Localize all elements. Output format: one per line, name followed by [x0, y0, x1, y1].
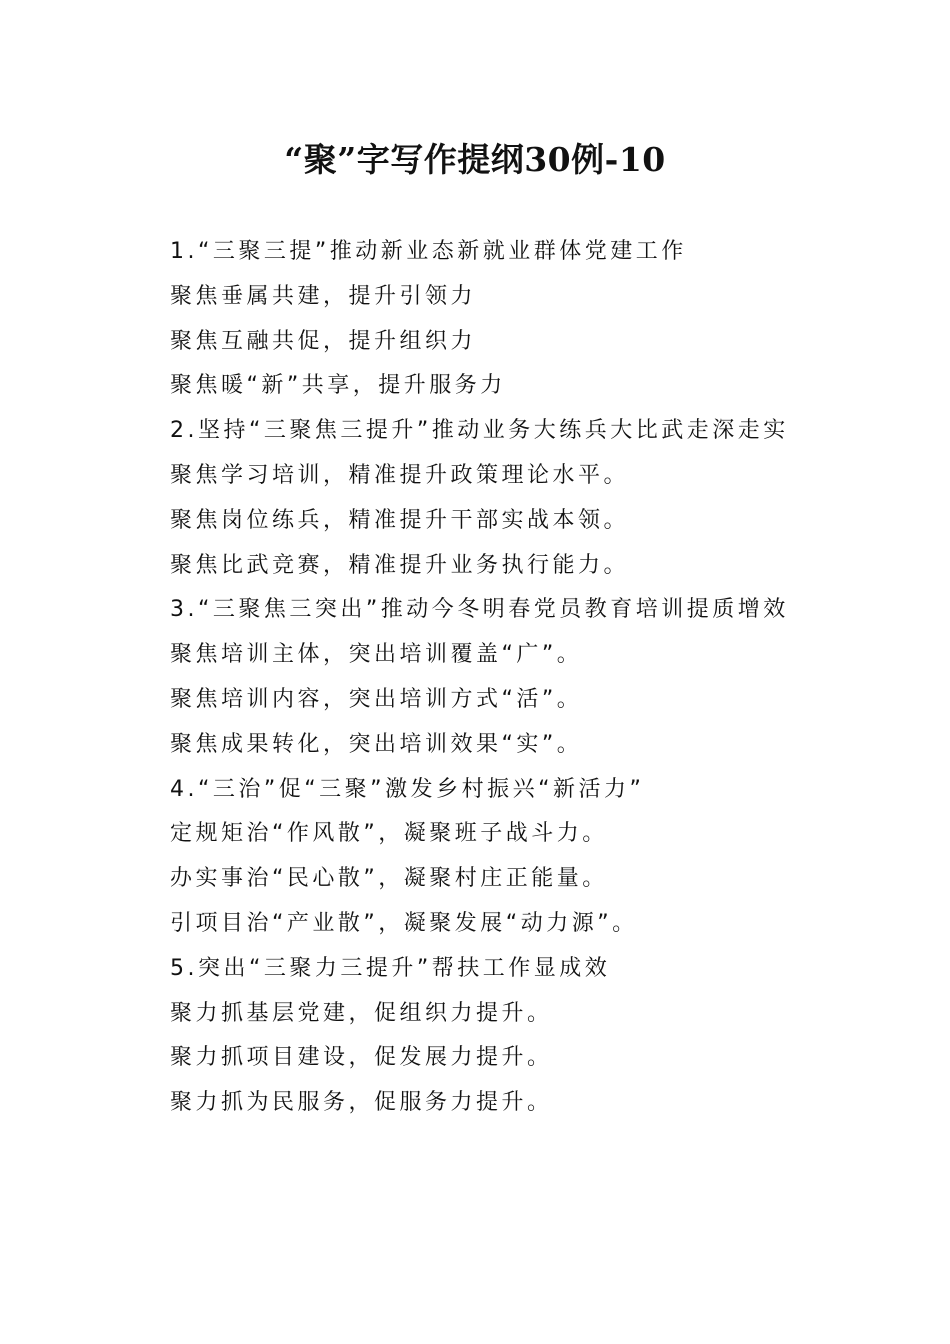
outline-heading-3: 3.“三聚焦三突出”推动今冬明春党员教育培训提质增效: [170, 597, 789, 623]
outline-heading-2: 2.坚持“三聚焦三提升”推动业务大练兵大比武走深走实: [170, 418, 789, 444]
outline-item: 聚焦学习培训，精准提升政策理论水平。: [170, 462, 630, 488]
outline-item: 聚力抓为民服务，促服务力提升。: [170, 1090, 553, 1116]
outline-item: 聚焦成果转化，突出培训效果“实”。: [170, 731, 583, 757]
outline-item: 聚焦互融共促，提升组织力: [170, 328, 477, 354]
outline-item: 聚力抓项目建设，促发展力提升。: [170, 1045, 553, 1071]
outline-item: 聚焦垂属共建，提升引领力: [170, 283, 477, 309]
outline-item: 聚焦暖“新”共享，提升服务力: [170, 373, 506, 399]
outline-item: 定规矩治“作风散”，凝聚班子战斗力。: [170, 821, 608, 847]
document-body: [170, 230, 870, 1126]
outline-item: 聚力抓基层党建，促组织力提升。: [170, 1000, 553, 1026]
outline-item: 聚焦培训主体，突出培训覆盖“广”。: [170, 642, 583, 668]
outline-heading-1: 1.“三聚三提”推动新业态新就业群体党建工作: [170, 239, 687, 264]
outline-heading-4: 4.“三治”促“三聚”激发乡村振兴“新活力”: [170, 776, 645, 802]
outline-item: 引项目治“产业散”，凝聚发展“动力源”。: [170, 910, 638, 936]
outline-item: 聚焦岗位练兵，精准提升干部实战本领。: [170, 507, 630, 533]
outline-item: 聚焦培训内容，突出培训方式“活”。: [170, 686, 583, 712]
outline-heading-5: 5.突出“三聚力三提升”帮扶工作显成效: [170, 955, 611, 981]
document-title: “聚”字写作提纲30例-10: [284, 140, 666, 179]
outline-item: 办实事治“民心散”，凝聚村庄正能量。: [170, 866, 608, 892]
outline-item: 聚焦比武竞赛，精准提升业务执行能力。: [170, 552, 630, 578]
